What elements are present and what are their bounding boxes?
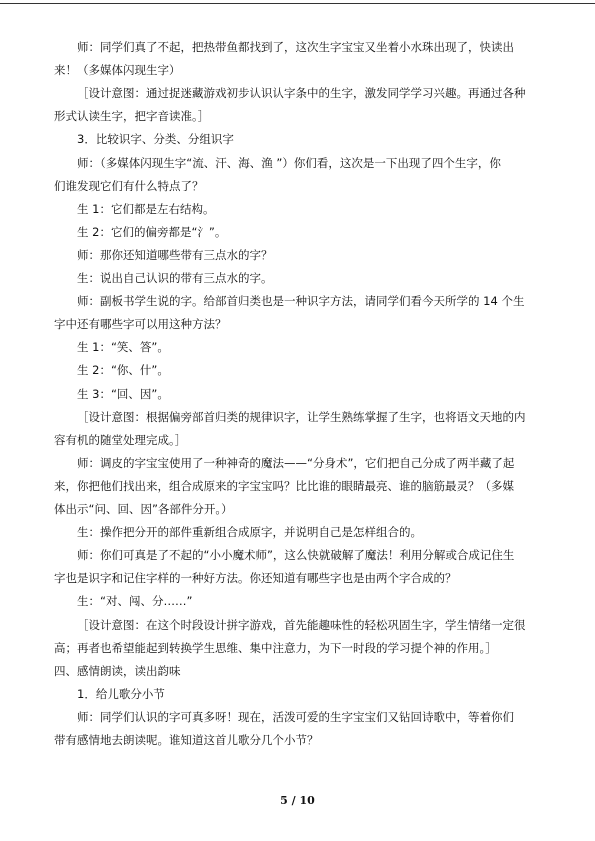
text-line: 四、感情朗读，读出韵味 — [54, 663, 181, 678]
text-line: 带有感情地去朗读呢。谁知道这首儿歌分几个小节？ — [54, 733, 319, 747]
text-line: 来，你把他们找出来，组合成原来的字宝宝吗？比比谁的眼睛最亮、谁的脑筋最灵？（多媒 — [54, 478, 514, 493]
text-line: 生：操作把分开的部件重新组合成原字，并说明自己是怎样组合的。 — [77, 525, 422, 540]
text-line: 生 3：“回、因”。 — [77, 386, 169, 401]
text-line: 生：“对、闯、分……” — [77, 594, 193, 609]
text-line: 师：（多媒体闪现生字“流、汗、海、渔 ”）你们看，这次是一下出现了四个生字，你 — [77, 155, 501, 170]
text-line: 师：那你还知道哪些带有三点水的字？ — [77, 247, 273, 262]
text-line: 生：说出自己认识的带有三点水的字。 — [77, 271, 273, 285]
text-line: 形式认读生字，把字音读准。］ — [54, 109, 210, 124]
text-line: 师：同学们真了不起，把热带鱼都找到了，这次生字宝宝又坐着小水珠出现了，快读出 — [77, 40, 514, 54]
text-line: ［设计意图：根据偏旁部首归类的规律识字，让学生熟练掌握了生字，也将语文天地的内 — [77, 409, 526, 424]
text-line: 1．给儿歌分小节 — [77, 686, 165, 701]
text-line: 师：调皮的字宝宝使用了一种神奇的魔法——“分身术”，它们把自己分成了两半藏了起 — [77, 455, 515, 470]
text-line: 生 1：“笑、答”。 — [77, 340, 169, 355]
text-line: 生 2：“你、什”。 — [77, 363, 169, 378]
text-line: 3．比较识字、分类、分组识字 — [77, 132, 234, 147]
text-line: 师：同学们认识的字可真多呀！现在，活泼可爱的生字宝宝们又钻回诗歌中，等着你们 — [77, 709, 514, 724]
text-line: 师：副板书学生说的字。给部首归类也是一种识字方法，请同学们看今天所学的 14 个生 — [77, 294, 525, 309]
text-line: 生 1：它们都是左右结构。 — [77, 201, 215, 216]
text-line: 高；再者也希望能起到转换学生思维、集中注意力，为下一时段的学习提个神的作用。］ — [54, 640, 497, 655]
text-line: 们谁发现它们有什么特点了？ — [54, 178, 204, 193]
text-line: 体出示“问、回、因”各部件分开。） — [54, 502, 233, 516]
text-line: 字也是识字和记住字样的一种好方法。你还知道有哪些字也是由两个字合成的？ — [54, 571, 457, 586]
text-line: 师：你们可真是了不起的“小小魔术师”，这么快就破解了魔法！利用分解或合成记住生 — [77, 548, 515, 563]
text-line: 字中还有哪些字可以用这种方法？ — [54, 317, 227, 332]
text-line: 生 2：它们的偏旁都是“氵”。 — [77, 224, 227, 239]
page-number: 5 / 10 — [280, 794, 315, 807]
top-divider — [0, 3, 595, 4]
text-line: ［设计意图：在这个时段设计拼字游戏，首先能趣味性的轻松巩固生字，学生情绪一定很 — [77, 617, 526, 632]
text-line: 来！（多媒体闪现生字） — [54, 63, 181, 78]
text-line: 容有机的随堂处理完成。］ — [54, 432, 187, 447]
text-line: ［设计意图：通过捉迷藏游戏初步认识认字条中的生字，激发同学学习兴趣。再通过各种 — [77, 86, 526, 101]
